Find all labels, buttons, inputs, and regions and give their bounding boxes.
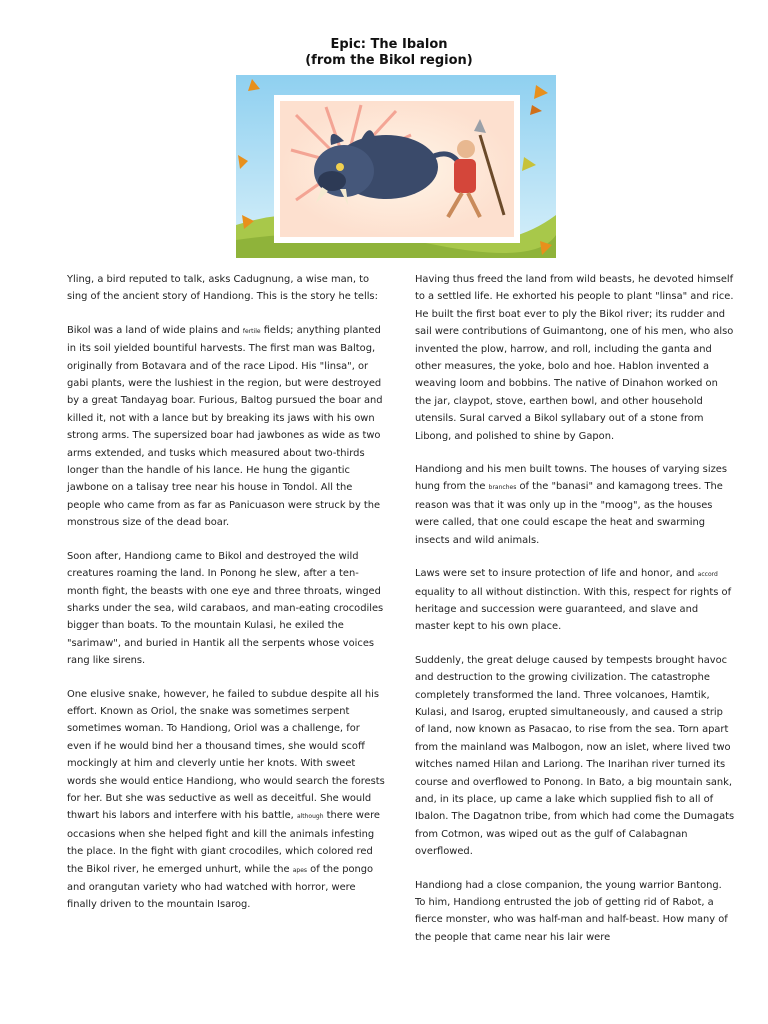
page-title <box>0 37 768 69</box>
text-run: Handiong had a close companion, the young warrior Bantong. To him, Handiong entrusted the job of getting rid of Rabot, a fierce monster, who was half-man and half-beast. How many of the people that came near his lair were <box>415 879 728 943</box>
text-run: of the "banasi" and kamagong trees. The reason was that it was only up in the "moog", as the houses were called, that one could escape the heat and swarming insects and wild animals. <box>415 481 723 546</box>
text-run: One elusive snake, however, he failed to subdue despite all his effort. Known as Oriol, the snake was sometimes serpent sometimes woman. To Handiong, Oriol was a challenge, for even if he would bind her a thousand times, she would scoff mockingly at him and cleverly untie her knots. With sweet words she would entice Handiong, who would search the forests for her. But she was seductive as well as deceitful. She would thwart his labors and interfere with his battle, <box>67 688 385 822</box>
text-run: Having thus freed the land from wild beasts, he devoted himself to a settled life. He exhorted his people to plant "linsa" and rice. He built the first boat ever to ply the Bikol river; its rudder and sail were contributions of Guimantong, one of his men, who also invented the plow, harrow, and roll, including the ganta and other measures, the yoke, bolo and hoe. Hablon invented a weaving loom and bobbins. The native of Dinahon worked on the jar, claypot, stove, earthen bowl, and other household utensils. Sural carved a Bikol syllabary out of a stone from Libong, and polished to shine by Gapon. <box>415 274 734 442</box>
title-subtitle: (from the Bikol region) <box>305 53 473 68</box>
right-text-column <box>415 271 735 962</box>
text-run: Yling, a bird reputed to talk, asks Cadugnung, a wise man, to sing of the ancient story of Handiong. This is the story he tells: <box>67 274 378 303</box>
left-text-column <box>67 271 385 930</box>
text-run: Bikol was a land of wide plains and <box>67 324 243 336</box>
text-run: there were occasions when she helped fight and kill the animals infesting the place. In the fight with giant crocodiles, which colored red the Bikol river, he emerged unhurt, while the <box>67 810 381 875</box>
body-paragraph <box>67 322 385 532</box>
title-main: Epic: The Ibalon <box>330 37 448 52</box>
body-paragraph <box>67 548 385 670</box>
body-paragraph <box>415 877 735 947</box>
text-run: fields; anything planted in its soil yielded bountiful harvests. The first man was Baltog, originally from Botavara and of the race Lipod. His "linsa", or gabi plants, were the lushiest in the region, but were destroyed by a great Tandayag boar. Furious, Baltog pursued the boar and killed it, not with a lance but by breaking its jaws with his own strong arms. The supersized boar had jawbones as wide as two arms extended, and tusks which measured about two-thirds longer than the handle of his lance. He hung the gigantic jawbone on a talisay tree near his house in Tondol. All the people who came from as far as Panicuason were struck by the monstrous size of the dead boar. <box>67 324 383 529</box>
text-run: Soon after, Handiong came to Bikol and destroyed the wild creatures roaming the land. In Ponong he slew, after a ten-month fight, the beasts with one eye and three throats, winged sharks under the sea, wild carabaos, and man-eating crocodiles bigger than boats. To the mountain Kulasi, he exiled the "sarimaw", and buried in Hantik all the serpents whose voices rang like sirens. <box>67 550 384 667</box>
text-run: Suddenly, the great deluge caused by tempests brought havoc and destruction to the growing civilization. The catastrophe completely transformed the land. Three volcanoes, Hamtik, Kulasi, and Isarog, erupted simultaneously, and caused a strip of land, now known as Pasacao, to rise from the sea. Torn apart from the mainland was Malbogon, now an islet, where lived two witches named Hilan and Lariong. The Inarihan river turned its course and overflowed to Ponong. In Bato, a big mountain sank, and, in its place, up came a lake which supplied fish to all of Ibalon. The Dagatnon tribe, from which had come the Dumagats from Cotmon, was wiped out as the gulf of Calabagnan overflowed. <box>415 654 735 858</box>
small-word: accord <box>697 571 718 579</box>
small-word: although <box>296 813 324 821</box>
small-word: branches <box>488 484 517 492</box>
body-paragraph <box>415 565 735 636</box>
text-run: Laws were set to insure protection of life and honor, and <box>415 568 698 580</box>
small-word: fertile <box>242 327 261 335</box>
body-paragraph <box>67 271 385 306</box>
body-paragraph <box>415 271 735 445</box>
body-paragraph <box>415 652 735 861</box>
small-word: apes <box>292 866 308 874</box>
text-run: of the pongo and orangutan variety who had watched with horror, were finally driven to the mountain Isarog. <box>67 863 374 911</box>
body-paragraph <box>67 686 385 914</box>
text-run: Handiong and his men built towns. The houses of varying sizes hung from the <box>415 464 727 493</box>
text-run: equality to all without distinction. With this, respect for rights of heritage and succession were guaranteed, and slave and master kept to his own place. <box>415 586 732 633</box>
body-paragraph <box>415 461 735 549</box>
ibalon-illustration <box>236 75 556 258</box>
